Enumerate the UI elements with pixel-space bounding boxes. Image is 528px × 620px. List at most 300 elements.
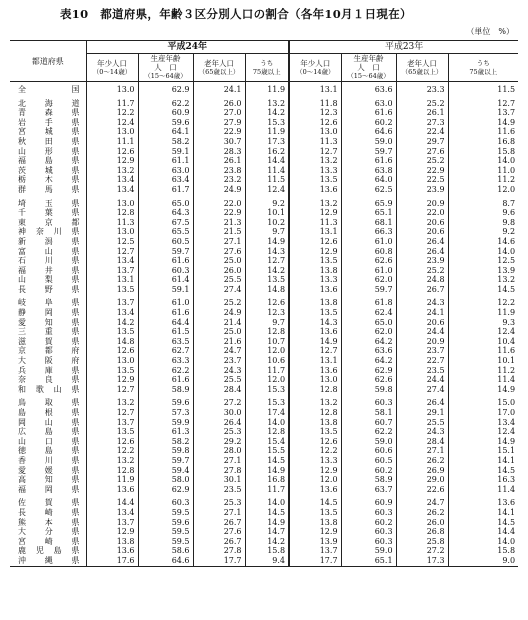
- value-cell: 12.6: [86, 437, 138, 447]
- value-cell: 59.8: [341, 385, 396, 395]
- table-row: [10, 527, 518, 537]
- table-row: [10, 556, 518, 566]
- prefecture-name: 滋賀県: [18, 336, 80, 346]
- value-cell: 13.6: [289, 327, 341, 337]
- value-cell: 62.4: [341, 308, 396, 318]
- table-row: [10, 294, 518, 308]
- value-cell: 9.3: [448, 318, 518, 328]
- value-cell: 11.7: [245, 366, 289, 376]
- value-cell: 62.6: [341, 256, 396, 266]
- value-cell: 13.6: [289, 485, 341, 495]
- value-cell: 63.6: [341, 82, 396, 95]
- prefecture-name: 奈良県: [18, 375, 80, 385]
- value-cell: 13.8: [289, 266, 341, 276]
- value-cell: 15.3: [245, 394, 289, 408]
- value-cell: 25.0: [193, 256, 245, 266]
- value-cell: 9.7: [245, 318, 289, 328]
- value-cell: 11.9: [245, 127, 289, 137]
- prefecture-name: 千葉県: [18, 208, 80, 218]
- value-cell: 13.9: [448, 266, 518, 276]
- value-cell: 30.0: [193, 408, 245, 418]
- value-cell: 12.4: [448, 327, 518, 337]
- value-cell: 16.3: [448, 475, 518, 485]
- value-cell: 14.9: [448, 437, 518, 447]
- prefecture-name: 島根県: [18, 408, 80, 417]
- value-cell: 14.5: [448, 285, 518, 295]
- value-cell: 14.8: [245, 285, 289, 295]
- value-cell: 12.4: [245, 185, 289, 195]
- prefecture-name: 福岡県: [18, 484, 80, 494]
- value-cell: 63.8: [341, 166, 396, 176]
- value-cell: 13.7: [86, 266, 138, 276]
- value-cell: 58.0: [138, 475, 193, 485]
- value-cell: 13.4: [86, 185, 138, 195]
- value-cell: 28.3: [193, 147, 245, 157]
- value-cell: 62.6: [341, 375, 396, 385]
- value-cell: 27.1: [193, 456, 245, 466]
- value-cell: 17.3: [396, 556, 448, 566]
- value-cell: 67.5: [138, 218, 193, 228]
- value-cell: 14.6: [448, 237, 518, 247]
- prefecture-name: 愛知県: [18, 317, 80, 327]
- value-cell: 13.7: [86, 418, 138, 428]
- value-cell: 63.7: [341, 485, 396, 495]
- value-cell: 23.5: [193, 485, 245, 495]
- prefecture-name: 静岡県: [18, 308, 80, 318]
- value-cell: 17.0: [448, 408, 518, 418]
- prefecture-name: 佐賀県: [18, 498, 80, 508]
- value-cell: 28.4: [193, 385, 245, 395]
- value-cell: 60.2: [341, 518, 396, 528]
- value-cell: 27.2: [396, 546, 448, 556]
- value-cell: 13.6: [289, 366, 341, 376]
- value-cell: 24.3: [396, 294, 448, 308]
- value-cell: 13.5: [86, 427, 138, 437]
- table-row: [10, 137, 518, 147]
- value-cell: 9.0: [448, 556, 518, 566]
- value-cell: 13.8: [86, 537, 138, 547]
- value-cell: 12.7: [86, 408, 138, 418]
- value-cell: 17.6: [86, 556, 138, 566]
- value-cell: 14.0: [448, 247, 518, 257]
- unit-label: （単位 %）: [466, 27, 514, 36]
- value-cell: 9.7: [245, 227, 289, 237]
- value-cell: 24.4: [396, 375, 448, 385]
- value-cell: 64.0: [341, 175, 396, 185]
- value-cell: 13.5: [86, 285, 138, 295]
- value-cell: 12.6: [289, 437, 341, 447]
- prefecture-name: 埼玉県: [18, 198, 80, 208]
- value-cell: 24.7: [396, 494, 448, 508]
- table-row: [10, 318, 518, 328]
- value-cell: 65.0: [138, 195, 193, 209]
- value-cell: 23.2: [193, 175, 245, 185]
- value-cell: 11.2: [448, 366, 518, 376]
- value-cell: 20.9: [396, 195, 448, 209]
- value-cell: 9.8: [448, 218, 518, 228]
- value-cell: 17.4: [245, 408, 289, 418]
- value-cell: 58.9: [341, 475, 396, 485]
- prefecture-name: 栃木県: [18, 175, 80, 185]
- value-cell: 25.5: [193, 275, 245, 285]
- value-cell: 60.2: [341, 118, 396, 128]
- value-cell: 13.2: [86, 166, 138, 176]
- value-cell: 10.1: [448, 356, 518, 366]
- prefecture-name: 大阪府: [18, 356, 80, 366]
- old75-header: うち 75歳以上: [245, 54, 289, 82]
- value-cell: 59.6: [138, 118, 193, 128]
- value-cell: 60.3: [341, 527, 396, 537]
- value-cell: 61.4: [138, 275, 193, 285]
- value-cell: 16.2: [245, 147, 289, 157]
- value-cell: 64.4: [138, 318, 193, 328]
- prefecture-name: 福井県: [18, 265, 80, 275]
- value-cell: 21.6: [193, 337, 245, 347]
- value-cell: 24.1: [396, 308, 448, 318]
- value-cell: 13.2: [289, 195, 341, 209]
- value-cell: 9.2: [245, 195, 289, 209]
- value-cell: 13.2: [86, 394, 138, 408]
- value-cell: 13.3: [289, 456, 341, 466]
- value-cell: 12.7: [86, 385, 138, 395]
- value-cell: 64.6: [341, 127, 396, 137]
- value-cell: 13.5: [245, 275, 289, 285]
- value-cell: 12.5: [448, 256, 518, 266]
- value-cell: 59.7: [341, 147, 396, 157]
- value-cell: 12.7: [289, 147, 341, 157]
- value-cell: 29.0: [396, 475, 448, 485]
- value-cell: 59.6: [138, 518, 193, 528]
- value-cell: 63.4: [138, 175, 193, 185]
- value-cell: 64.2: [341, 356, 396, 366]
- value-cell: 17.7: [289, 556, 341, 566]
- value-cell: 14.9: [245, 466, 289, 476]
- value-cell: 64.2: [341, 337, 396, 347]
- value-cell: 12.2: [448, 294, 518, 308]
- value-cell: 60.3: [341, 508, 396, 518]
- value-cell: 63.5: [138, 337, 193, 347]
- prefecture-name: 全国: [18, 85, 80, 94]
- value-cell: 13.4: [86, 308, 138, 318]
- value-cell: 10.4: [448, 337, 518, 347]
- value-cell: 20.6: [396, 218, 448, 228]
- value-cell: 12.6: [86, 147, 138, 157]
- population-table: [10, 40, 518, 567]
- value-cell: 12.0: [289, 475, 341, 485]
- value-cell: 13.1: [289, 82, 341, 95]
- value-cell: 9.2: [448, 227, 518, 237]
- value-cell: 27.3: [396, 118, 448, 128]
- value-cell: 24.3: [396, 427, 448, 437]
- value-cell: 13.5: [289, 508, 341, 518]
- value-cell: 65.1: [341, 208, 396, 218]
- table-row: [10, 408, 518, 418]
- value-cell: 62.7: [138, 346, 193, 356]
- value-cell: 27.4: [193, 285, 245, 295]
- value-cell: 12.2: [86, 108, 138, 118]
- value-cell: 15.1: [448, 446, 518, 456]
- table-row: [10, 537, 518, 547]
- value-cell: 14.4: [86, 494, 138, 508]
- value-cell: 27.1: [193, 237, 245, 247]
- table-row: [10, 156, 518, 166]
- value-cell: 13.5: [289, 175, 341, 185]
- value-cell: 64.3: [138, 208, 193, 218]
- value-cell: 59.0: [341, 137, 396, 147]
- value-cell: 64.1: [138, 127, 193, 137]
- value-cell: 14.1: [448, 508, 518, 518]
- value-cell: 59.1: [138, 285, 193, 295]
- working-header: 生産年齢 人 口 （15～64歳）: [138, 54, 193, 82]
- value-cell: 12.2: [86, 446, 138, 456]
- value-cell: 14.5: [448, 518, 518, 528]
- value-cell: 12.3: [245, 308, 289, 318]
- table-row: [10, 256, 518, 266]
- value-cell: 23.7: [396, 346, 448, 356]
- value-cell: 11.3: [289, 137, 341, 147]
- value-cell: 12.7: [245, 256, 289, 266]
- value-cell: 30.1: [193, 475, 245, 485]
- table-row: [10, 508, 518, 518]
- value-cell: 24.8: [396, 275, 448, 285]
- value-cell: 13.1: [289, 356, 341, 366]
- value-cell: 14.2: [245, 108, 289, 118]
- value-cell: 63.3: [138, 356, 193, 366]
- table-row: [10, 108, 518, 118]
- value-cell: 58.6: [138, 546, 193, 556]
- table-row: [10, 327, 518, 337]
- value-cell: 61.3: [138, 427, 193, 437]
- value-cell: 27.4: [396, 385, 448, 395]
- value-cell: 30.7: [193, 137, 245, 147]
- prefecture-name: 高知県: [18, 475, 80, 485]
- prefecture-name: 宮崎県: [18, 536, 80, 546]
- value-cell: 11.1: [86, 137, 138, 147]
- value-cell: 13.3: [289, 275, 341, 285]
- value-cell: 25.2: [396, 266, 448, 276]
- value-cell: 14.9: [245, 237, 289, 247]
- table-row: [10, 546, 518, 556]
- value-cell: 28.4: [396, 437, 448, 447]
- value-cell: 58.2: [138, 437, 193, 447]
- value-cell: 12.5: [86, 237, 138, 247]
- value-cell: 11.6: [448, 346, 518, 356]
- value-cell: 29.1: [396, 408, 448, 418]
- table-row: [10, 366, 518, 376]
- table-row: [10, 375, 518, 385]
- value-cell: 59.5: [138, 527, 193, 537]
- value-cell: 62.0: [341, 275, 396, 285]
- prefecture-name: 鹿児島県: [18, 546, 80, 556]
- value-cell: 22.9: [193, 127, 245, 137]
- prefecture-name: 石川県: [18, 256, 80, 266]
- value-cell: 13.0: [86, 195, 138, 209]
- prefecture-name: 広島県: [18, 427, 80, 437]
- value-cell: 12.9: [86, 375, 138, 385]
- value-cell: 14.0: [245, 494, 289, 508]
- value-cell: 24.9: [193, 308, 245, 318]
- value-cell: 25.5: [193, 375, 245, 385]
- value-cell: 12.8: [289, 408, 341, 418]
- value-cell: 63.0: [341, 95, 396, 109]
- value-cell: 62.9: [138, 82, 193, 95]
- value-cell: 12.0: [245, 375, 289, 385]
- value-cell: 25.3: [193, 427, 245, 437]
- value-cell: 22.0: [396, 208, 448, 218]
- value-cell: 13.8: [289, 518, 341, 528]
- prefecture-name: 三重県: [18, 327, 80, 337]
- value-cell: 24.4: [396, 327, 448, 337]
- value-cell: 13.0: [86, 127, 138, 137]
- value-cell: 14.5: [289, 494, 341, 508]
- value-cell: 61.6: [138, 375, 193, 385]
- value-cell: 62.9: [138, 485, 193, 495]
- value-cell: 58.2: [138, 137, 193, 147]
- value-cell: 22.6: [396, 485, 448, 495]
- value-cell: 12.4: [448, 427, 518, 437]
- value-cell: 12.0: [245, 346, 289, 356]
- value-cell: 66.3: [341, 227, 396, 237]
- value-cell: 11.2: [448, 175, 518, 185]
- value-cell: 24.9: [193, 185, 245, 195]
- value-cell: 62.2: [341, 427, 396, 437]
- value-cell: 12.7: [86, 247, 138, 257]
- value-cell: 59.0: [341, 437, 396, 447]
- value-cell: 13.6: [448, 494, 518, 508]
- value-cell: 11.0: [448, 166, 518, 176]
- working-header-2: 生産年齢 人 口 （15～64歳）: [341, 54, 396, 82]
- table-row: [10, 247, 518, 257]
- table-row: [10, 266, 518, 276]
- value-cell: 13.4: [86, 175, 138, 185]
- table-row: [10, 346, 518, 356]
- value-cell: 23.9: [396, 256, 448, 266]
- value-cell: 13.7: [448, 108, 518, 118]
- value-cell: 60.5: [341, 456, 396, 466]
- value-cell: 12.9: [86, 156, 138, 166]
- value-cell: 11.3: [86, 218, 138, 228]
- value-cell: 17.7: [193, 556, 245, 566]
- value-cell: 14.0: [245, 418, 289, 428]
- value-cell: 12.8: [289, 385, 341, 395]
- value-cell: 22.4: [396, 127, 448, 137]
- value-cell: 23.8: [193, 166, 245, 176]
- value-cell: 27.6: [193, 527, 245, 537]
- young-header-2: 年少人口 （0～14歳）: [289, 54, 341, 82]
- table-row: [10, 475, 518, 485]
- value-cell: 13.0: [86, 82, 138, 95]
- value-cell: 13.6: [86, 546, 138, 556]
- value-cell: 12.6: [245, 294, 289, 308]
- value-cell: 27.0: [193, 108, 245, 118]
- value-cell: 26.7: [193, 518, 245, 528]
- value-cell: 12.7: [448, 95, 518, 109]
- prefecture-name: 東京都: [18, 217, 80, 227]
- value-cell: 13.1: [289, 227, 341, 237]
- value-cell: 12.6: [289, 237, 341, 247]
- value-cell: 16.8: [448, 137, 518, 147]
- value-cell: 10.2: [245, 218, 289, 228]
- table-row: [10, 147, 518, 157]
- value-cell: 13.5: [289, 256, 341, 266]
- value-cell: 12.3: [289, 108, 341, 118]
- table-row: [10, 227, 518, 237]
- value-cell: 27.6: [396, 147, 448, 157]
- value-cell: 14.3: [289, 318, 341, 328]
- value-cell: 23.5: [396, 366, 448, 376]
- value-cell: 61.0: [341, 237, 396, 247]
- value-cell: 13.2: [448, 275, 518, 285]
- table-row: [10, 118, 518, 128]
- value-cell: 27.1: [193, 508, 245, 518]
- value-cell: 25.2: [396, 156, 448, 166]
- value-cell: 15.3: [245, 385, 289, 395]
- value-cell: 60.3: [138, 266, 193, 276]
- value-cell: 61.8: [341, 294, 396, 308]
- value-cell: 12.2: [289, 446, 341, 456]
- value-cell: 62.2: [138, 95, 193, 109]
- value-cell: 14.5: [245, 508, 289, 518]
- value-cell: 61.6: [341, 108, 396, 118]
- value-cell: 26.2: [396, 508, 448, 518]
- table-row: [10, 418, 518, 428]
- value-cell: 14.2: [245, 537, 289, 547]
- table-row: [10, 82, 518, 95]
- value-cell: 26.4: [396, 237, 448, 247]
- value-cell: 26.1: [193, 156, 245, 166]
- value-cell: 25.0: [193, 327, 245, 337]
- prefecture-name: 群馬県: [18, 184, 80, 194]
- value-cell: 59.0: [341, 546, 396, 556]
- old-header: 老年人口 （65歳以上）: [193, 54, 245, 82]
- value-cell: 22.0: [193, 195, 245, 209]
- value-cell: 59.9: [138, 418, 193, 428]
- prefecture-name: 山口県: [18, 436, 80, 446]
- value-cell: 23.3: [396, 82, 448, 95]
- table-row: [10, 337, 518, 347]
- value-cell: 59.5: [138, 508, 193, 518]
- value-cell: 15.8: [245, 546, 289, 556]
- value-cell: 13.0: [86, 227, 138, 237]
- value-cell: 17.3: [245, 137, 289, 147]
- table-row: [10, 466, 518, 476]
- value-cell: 60.6: [341, 446, 396, 456]
- prefecture-name: 鳥取県: [18, 398, 80, 408]
- table-row: [10, 237, 518, 247]
- value-cell: 14.9: [448, 385, 518, 395]
- value-cell: 29.2: [193, 437, 245, 447]
- value-cell: 14.9: [448, 118, 518, 128]
- old-header-2: 老年人口 （65歳以上）: [396, 54, 448, 82]
- value-cell: 24.3: [193, 366, 245, 376]
- value-cell: 11.6: [448, 127, 518, 137]
- value-cell: 13.5: [86, 366, 138, 376]
- value-cell: 59.8: [138, 446, 193, 456]
- value-cell: 60.9: [341, 494, 396, 508]
- value-cell: 14.2: [245, 266, 289, 276]
- value-cell: 15.8: [448, 546, 518, 556]
- value-cell: 12.4: [86, 118, 138, 128]
- value-cell: 11.7: [86, 95, 138, 109]
- prefecture-name: 秋田県: [18, 136, 80, 146]
- table-title: 表10 都道府県，年齢３区分別人口の割合（各年10月１日現在）: [60, 7, 412, 21]
- value-cell: 26.0: [193, 95, 245, 109]
- value-cell: 20.6: [396, 227, 448, 237]
- value-cell: 26.7: [396, 285, 448, 295]
- value-cell: 26.7: [193, 537, 245, 547]
- young-header: 年少人口 （0～14歳）: [86, 54, 138, 82]
- value-cell: 12.9: [289, 208, 341, 218]
